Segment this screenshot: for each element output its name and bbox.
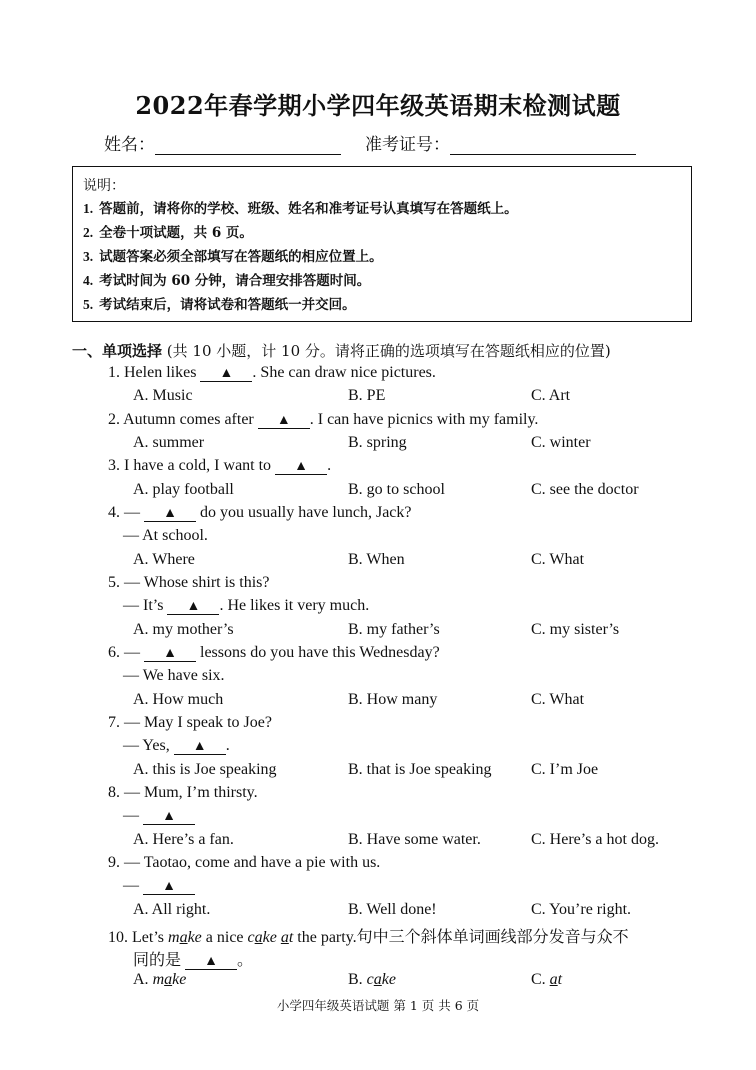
name-field[interactable] (155, 136, 341, 155)
exam-no-label: 准考证号： (365, 135, 450, 155)
option-c[interactable]: C. What (531, 551, 585, 568)
question-5: 5. — Whose shirt is this? (108, 574, 270, 591)
option-c[interactable]: C. Here’s a hot dog. (531, 831, 659, 848)
option-a[interactable]: A. play football (133, 481, 234, 498)
option-c[interactable]: C. I’m Joe (531, 761, 599, 778)
option-b[interactable]: B. spring (348, 434, 407, 451)
answer-blank[interactable]: ▲ (185, 954, 237, 970)
instruction-item: 2. 全卷十项试题，共 6 页。 (83, 225, 253, 241)
answer-line: — It’s ▲ . He likes it very much. (123, 597, 370, 614)
section-title: 一、单项选择 (72, 342, 163, 360)
answer-blank[interactable]: ▲ (200, 366, 252, 382)
question-9: 9. — Taotao, come and have a pie with us. (108, 854, 381, 871)
option-c[interactable]: C. Art (531, 387, 571, 404)
option-b[interactable]: B. cake (348, 971, 396, 988)
option-c[interactable]: C. my sister’s (531, 621, 620, 638)
instructions-lead: 说明： (83, 178, 125, 194)
answer-blank[interactable]: ▲ (167, 599, 219, 615)
question-1: 1. Helen likes ▲ . She can draw nice pictures. (108, 364, 436, 381)
option-b[interactable]: B. How many (348, 691, 438, 708)
answer-blank[interactable]: ▲ (144, 506, 196, 522)
option-b[interactable]: B. that is Joe speaking (348, 761, 492, 778)
section-desc: (共 10 小题，计 10 分。请将正确的选项填写在答题纸相应的位置) (166, 342, 611, 360)
option-a[interactable]: A. this is Joe speaking (133, 761, 277, 778)
option-b[interactable]: B. go to school (348, 481, 445, 498)
answer-line: — At school. (123, 527, 208, 544)
option-a[interactable]: A. Here’s a fan. (133, 831, 234, 848)
answer-line: — Yes, ▲ . (123, 737, 230, 754)
option-b[interactable]: B. Well done! (348, 901, 437, 918)
question-4: 4. — ▲ do you usually have lunch, Jack? (108, 504, 412, 521)
page-title: 2022年春学期小学四年级英语期末检测试题 (135, 91, 621, 120)
question-3: 3. I have a cold, I want to ▲ . (108, 457, 332, 474)
answer-blank[interactable]: ▲ (143, 809, 195, 825)
instruction-item: 4. 考试时间为 60 分钟，请合理安排答题时间。 (83, 273, 371, 289)
option-b[interactable]: B. my father’s (348, 621, 440, 638)
answer-blank[interactable]: ▲ (174, 739, 226, 755)
instruction-item: 5. 考试结束后，请将试卷和答题纸一并交回。 (83, 297, 356, 313)
section-heading (72, 340, 611, 361)
question-6: 6. — ▲ lessons do you have this Wednesday? (108, 644, 440, 661)
option-a[interactable]: A. How much (133, 691, 224, 708)
answer-blank[interactable]: ▲ (144, 646, 196, 662)
option-b[interactable]: B. When (348, 551, 405, 568)
question-2: 2. Autumn comes after ▲ . I can have picnics with my family. (108, 411, 539, 428)
instruction-item: 1. 答题前，请将你的学校、班级、姓名和准考证号认真填写在答题纸上。 (83, 201, 518, 217)
question-10: 10. Let’s make a nice cake at the party.句中三个斜体单词画线部分发音与众不 (108, 929, 629, 946)
question-8: 8. — Mum, I’m thirsty. (108, 784, 258, 801)
option-a[interactable]: A. Where (133, 551, 195, 568)
option-a[interactable]: A. summer (133, 434, 205, 451)
answer-line: 同的是 ▲ 。 (133, 952, 254, 969)
option-a[interactable]: A. my mother’s (133, 621, 234, 638)
question-7: 7. — May I speak to Joe? (108, 714, 272, 731)
answer-line: — ▲ (123, 877, 195, 895)
option-c[interactable]: C. at (531, 971, 563, 988)
answer-blank[interactable]: ▲ (143, 879, 195, 895)
instructions-box (72, 166, 692, 322)
instruction-item: 3. 试题答案必须全部填写在答题纸的相应位置上。 (83, 249, 383, 265)
page-footer: 小学四年级英语试题 第 1 页 共 6 页 (276, 998, 480, 1013)
option-b[interactable]: B. PE (348, 387, 386, 404)
exam-no-field[interactable] (450, 136, 636, 155)
option-c[interactable]: C. see the doctor (531, 481, 639, 498)
option-a[interactable]: A. Music (133, 387, 193, 404)
option-b[interactable]: B. Have some water. (348, 831, 481, 848)
answer-line: — We have six. (123, 667, 225, 684)
option-a[interactable]: A. make (133, 971, 187, 988)
name-row (104, 130, 636, 155)
name-label: 姓名： (104, 135, 155, 155)
answer-blank[interactable]: ▲ (258, 413, 310, 429)
option-c[interactable]: C. What (531, 691, 585, 708)
answer-blank[interactable]: ▲ (275, 459, 327, 475)
answer-line: — ▲ (123, 807, 195, 825)
option-c[interactable]: C. You’re right. (531, 901, 632, 918)
option-a[interactable]: A. All right. (133, 901, 211, 918)
option-c[interactable]: C. winter (531, 434, 591, 451)
